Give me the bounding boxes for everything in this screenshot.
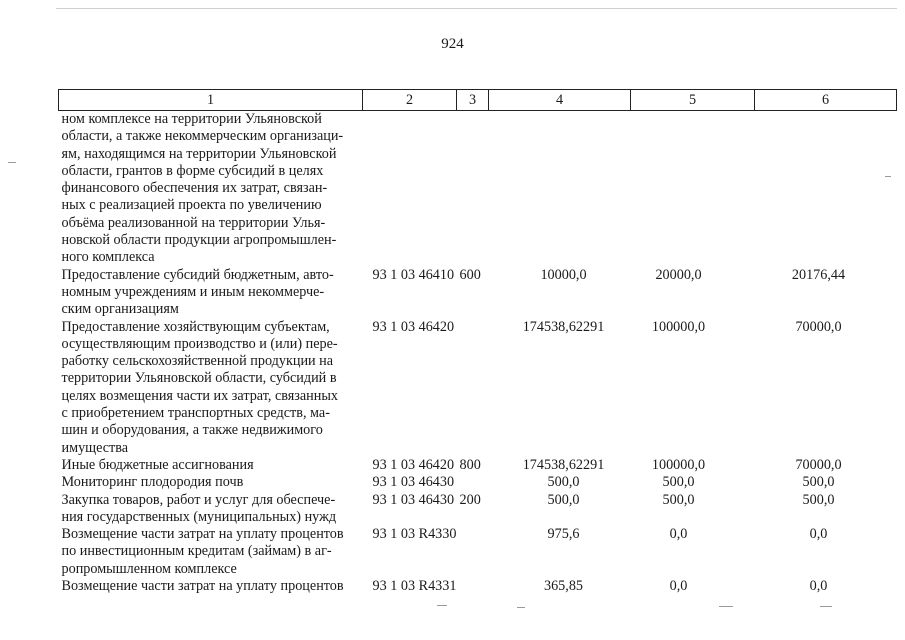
- header-col-5: 5: [631, 90, 755, 111]
- row-name-line: территории Ульяновской области, субсидий в: [61, 370, 337, 387]
- header-row: [59, 90, 897, 111]
- row-name-line: Мониторинг плодородия почв: [61, 474, 244, 491]
- table-row: [59, 267, 897, 319]
- row-amount-year3: [755, 111, 897, 267]
- row-name-line: с приобретением транспортных средств, ма-: [61, 405, 330, 422]
- row-amount-year2: 0,0: [669, 526, 688, 543]
- scan-speck: [719, 606, 733, 607]
- row-name-cell: [59, 457, 363, 474]
- table-row: [59, 111, 897, 267]
- row-name-line: целях возмещения части их затрат, связанных: [61, 387, 338, 404]
- row-type-cell: [457, 111, 489, 267]
- row-name-cell: [59, 111, 363, 267]
- scan-speck: [8, 162, 16, 163]
- row-amount-year3: 70000,0: [795, 318, 842, 335]
- row-amount-year1: 174538,62291: [522, 318, 605, 335]
- row-name-cell: [59, 526, 363, 578]
- row-code-cell: 93 1 03 46420: [372, 456, 455, 473]
- row-type-cell: 800: [459, 456, 481, 473]
- row-amount-year3: 0,0: [809, 578, 828, 595]
- row-name-line: ного комплекса: [61, 249, 155, 266]
- row-amount-year1: 975,6: [547, 526, 580, 543]
- header-col-3: 3: [457, 90, 489, 111]
- row-name-cell: [59, 267, 363, 319]
- row-code-cell: 93 1 03 R4330: [372, 526, 457, 543]
- header-col-6: 6: [755, 90, 897, 111]
- row-amount-year2: 100000,0: [651, 318, 706, 335]
- scan-speck: [437, 605, 447, 606]
- row-amount-year1: 500,0: [547, 474, 580, 491]
- row-amount-year1: 10000,0: [540, 266, 587, 283]
- row-name-line: шин и оборудования, а также недвижимого: [61, 422, 323, 439]
- row-name-line: осуществляющим производство и (или) пере-: [61, 335, 338, 352]
- row-code-cell: 93 1 03 46430: [372, 474, 455, 491]
- row-amount-year2: [631, 111, 755, 267]
- row-name-line: области, а также некоммерческим организаци-: [61, 128, 344, 145]
- row-name-cell: [59, 492, 363, 527]
- row-name-line: ных с реализацией проекта по увеличению: [61, 197, 322, 214]
- table-row: [59, 578, 897, 595]
- header-col-1: 1: [59, 90, 363, 111]
- row-name-line: по инвестиционным кредитам (займам) в аг-: [61, 543, 332, 560]
- budget-table: [58, 89, 897, 595]
- row-amount-year3: 500,0: [802, 474, 835, 491]
- row-amount-year2: 20000,0: [655, 266, 702, 283]
- scan-speck: [517, 607, 525, 608]
- row-code-cell: 93 1 03 46430: [372, 491, 455, 508]
- row-type-cell: 200: [459, 491, 481, 508]
- row-name-line: объёма реализованной на территории Улья-: [61, 214, 326, 231]
- row-name-line: финансового обеспечения их затрат, связан-: [61, 180, 328, 197]
- row-name-line: Предоставление субсидий бюджетным, авто-: [61, 266, 334, 283]
- row-amount-year1: 500,0: [547, 491, 580, 508]
- row-name-line: ским организациям: [61, 301, 179, 318]
- row-amount-year2: 100000,0: [651, 456, 706, 473]
- row-name-line: области, грантов в форме субсидий в целях: [61, 162, 324, 179]
- row-code-cell: 93 1 03 46420: [372, 318, 455, 335]
- scan-speck: [820, 606, 832, 607]
- row-amount-year1: [489, 111, 631, 267]
- row-amount-year2: 500,0: [662, 491, 695, 508]
- row-name-line: Возмещение части затрат на уплату процентов: [61, 578, 344, 595]
- row-code-cell: 93 1 03 46410: [372, 266, 455, 283]
- row-amount-year1: 174538,62291: [522, 456, 605, 473]
- row-amount-year1: 365,85: [543, 578, 583, 595]
- scan-speck: [885, 176, 891, 177]
- row-amount-year3: 0,0: [809, 526, 828, 543]
- header-col-4: 4: [489, 90, 631, 111]
- table-body: [59, 111, 897, 596]
- row-name-line: ном комплексе на территории Ульяновской: [61, 111, 322, 127]
- row-name-cell: [59, 578, 363, 595]
- row-amount-year3: 20176,44: [791, 266, 846, 283]
- row-type-cell: [457, 319, 489, 457]
- row-name-line: работку сельскохозяйственной продукции на: [61, 353, 334, 370]
- table-row: [59, 492, 897, 527]
- row-type-cell: [457, 474, 489, 491]
- table-row: [59, 474, 897, 491]
- row-type-cell: [457, 578, 489, 595]
- row-name-line: ям, находящимся на территории Ульяновской: [61, 145, 337, 162]
- row-type-cell: 600: [459, 266, 481, 283]
- row-amount-year2: 500,0: [662, 474, 695, 491]
- row-name-line: имущества: [61, 439, 129, 456]
- row-name-line: Предоставление хозяйствующим субъектам,: [61, 318, 330, 335]
- row-code-cell: 93 1 03 R4331: [372, 578, 457, 595]
- row-amount-year3: 500,0: [802, 491, 835, 508]
- table-row: [59, 319, 897, 457]
- row-name-line: новской области продукции агропромышлен-: [61, 232, 337, 249]
- row-amount-year3: 70000,0: [795, 456, 842, 473]
- row-name-line: Иные бюджетные ассигнования: [61, 456, 254, 473]
- top-rule: [56, 8, 897, 9]
- table-row: [59, 457, 897, 474]
- row-name-line: ропромышленном комплексе: [61, 560, 237, 577]
- row-name-line: Закупка товаров, работ и услуг для обеспече-: [61, 491, 336, 508]
- row-name-line: ния государственных (муниципальных) нужд: [61, 508, 337, 525]
- row-name-line: Возмещение части затрат на уплату процентов: [61, 526, 344, 543]
- row-name-line: номным учреждениям и иным некоммерче-: [61, 283, 325, 300]
- row-name-cell: [59, 474, 363, 491]
- row-code-cell: [363, 111, 457, 267]
- page-number: 924: [441, 36, 464, 52]
- header-col-2: 2: [363, 90, 457, 111]
- row-name-cell: [59, 319, 363, 457]
- row-type-cell: [457, 526, 489, 578]
- row-amount-year2: 0,0: [669, 578, 688, 595]
- table-row: [59, 526, 897, 578]
